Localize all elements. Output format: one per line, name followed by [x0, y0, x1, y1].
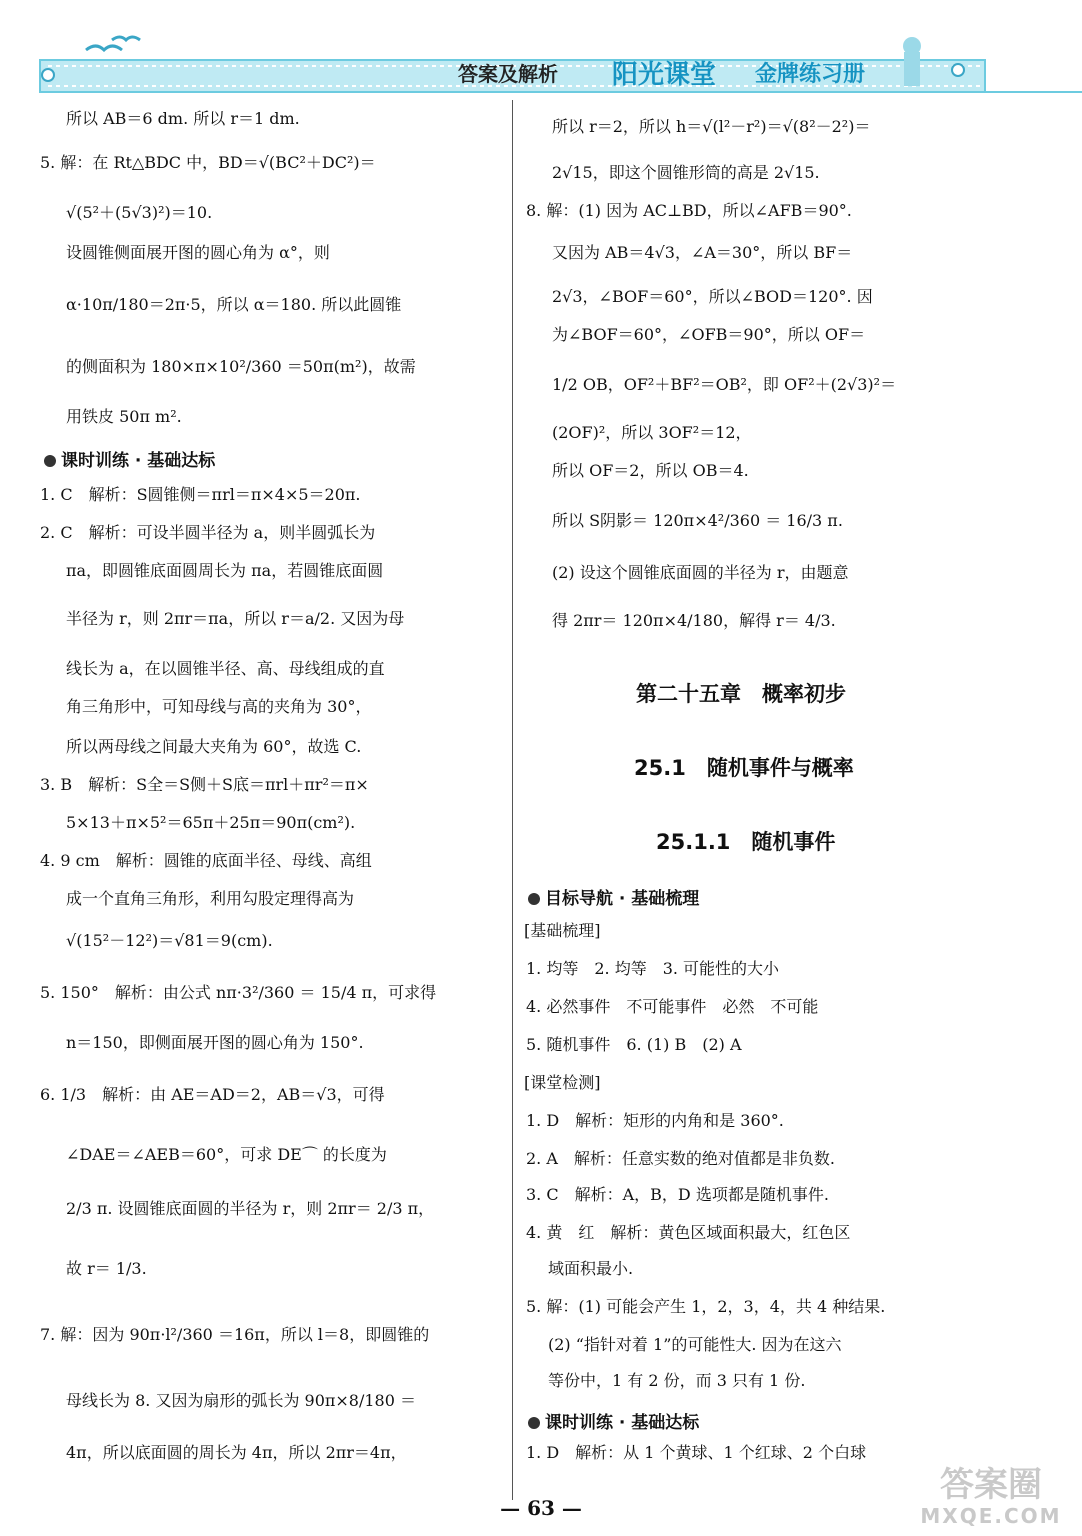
left-line: 的侧面积为 180×π×10²/360 ＝50π(m²)，故需 [66, 357, 416, 376]
watermark [906, 1466, 1076, 1532]
right-line: 所以 OF＝2，所以 OB＝4. [552, 461, 749, 480]
page-header [0, 0, 1082, 100]
header-answer-label: 答案及解析 [458, 62, 558, 86]
left-line: 所以两母线之间最大夹角为 60°，故选 C. [66, 737, 362, 756]
bullet-icon [44, 455, 56, 467]
class-line: 5. 解：(1) 可能会产生 1，2，3，4，共 4 种结果. [526, 1297, 886, 1316]
left-line: 所以 AB＝6 dm. 所以 r＝1 dm. [66, 109, 300, 128]
left-line: 3. B 解析：S全＝S侧＋S底＝πrl＋πr²＝π× [40, 775, 369, 794]
class-line: 等份中，1 有 2 份，而 3 只有 1 份. [548, 1371, 806, 1390]
page-number: — 63 — [500, 1496, 582, 1520]
left-line: α·10π/180＝2π·5，所以 α＝180. 所以此圆锥 [66, 295, 402, 314]
class-line: 域面积最小. [548, 1259, 634, 1278]
right-line: 所以 S阴影＝ 120π×4²/360 ＝ 16/3 π. [552, 511, 843, 530]
watermark-bottom: MXQE.COM [920, 1504, 1062, 1528]
basic-title: [基础梳理] [524, 921, 601, 940]
left-line: ∠DAE＝∠AEB＝60°，可求 DE⌒ 的长度为 [66, 1145, 387, 1164]
left-line: 故 r＝ 1/3. [66, 1259, 147, 1278]
right-last-line: 1. D 解析：从 1 个黄球、1 个红球、2 个白球 [526, 1443, 867, 1462]
left-line: 半径为 r，则 2πr＝πa，所以 r＝a/2. 又因为母 [66, 609, 405, 628]
left-line: 母线长为 8. 又因为扇形的弧长为 90π×8/180 ＝ [66, 1391, 417, 1410]
right-line: (2) 设这个圆锥底面圆的半径为 r，由题意 [552, 563, 849, 582]
left-line: πa，即圆锥底面圆周长为 πa，若圆锥底面圆 [66, 561, 384, 580]
subsection-title: 25.1.1 随机事件 [656, 830, 836, 854]
left-line: 线长为 a，在以圆锥半径、高、母线组成的直 [66, 659, 385, 678]
section-title: 25.1 随机事件与概率 [634, 756, 854, 780]
right-line: 为∠BOF＝60°，∠OFB＝90°，所以 OF＝ [552, 325, 866, 344]
left-line: 5. 解：在 Rt△BDC 中，BD＝√(BC²＋DC²)＝ [40, 153, 376, 172]
bullet-icon [528, 1417, 540, 1429]
left-line: 4π，所以底面圆的周长为 4π，所以 2πr＝4π， [66, 1443, 407, 1462]
left-line: 5. 150° 解析：由公式 nπ·3²/360 ＝ 15/4 π，可求得 [40, 983, 437, 1002]
left-line: 4. 9 cm 解析：圆锥的底面半径、母线、高组 [40, 851, 372, 870]
left-line: 2/3 π. 设圆锥底面圆的半径为 r，则 2πr＝ 2/3 π， [66, 1199, 435, 1218]
left-line: 7. 解：因为 90π·l²/360 ＝16π，所以 l＝8，即圆锥的 [40, 1325, 430, 1344]
section-heading-goal: 目标导航 · 基础梳理 [528, 884, 699, 909]
left-line: 6. 1/3 解析：由 AE＝AD＝2，AB＝√3，可得 [40, 1085, 385, 1104]
header-brand: 阳光课堂 [612, 60, 717, 90]
basic-line: 1. 均等 2. 均等 3. 可能性的大小 [526, 959, 780, 978]
chapter-title: 第二十五章 概率初步 [636, 682, 846, 706]
left-line: n＝150，即侧面展开图的圆心角为 150°. [66, 1033, 364, 1052]
class-line: 1. D 解析：矩形的内角和是 360°. [526, 1111, 784, 1130]
right-line: 2√3，∠BOF＝60°，所以∠BOD＝120°. 因 [552, 287, 873, 306]
class-line: 4. 黄 红 解析：黄色区域面积最大，红色区 [526, 1223, 851, 1242]
bullet-icon [528, 893, 540, 905]
left-line: 2. C 解析：可设半圆半径为 a，则半圆弧长为 [40, 523, 376, 542]
left-line: 1. C 解析：S圆锥侧＝πrl＝π×4×5＝20π. [40, 485, 361, 504]
column-divider [512, 100, 513, 1500]
left-line: 成一个直角三角形，利用勾股定理得高为 [66, 889, 355, 908]
left-line: 角三角形中，可知母线与高的夹角为 30°， [66, 697, 372, 716]
section-heading-training-2: 课时训练 · 基础达标 [528, 1408, 699, 1433]
left-line: 设圆锥侧面展开图的圆心角为 α°，则 [66, 243, 330, 262]
right-line: (2OF)²，所以 3OF²＝12， [552, 423, 752, 442]
left-line: 用铁皮 50π m². [66, 407, 182, 426]
header-subtitle: 金牌练习册 [755, 62, 866, 87]
left-line: √(5²＋(5√3)²)＝10. [66, 203, 213, 222]
class-line: (2) “指针对着 1”的可能性大. 因为在这六 [548, 1335, 842, 1354]
left-line: 5×13＋π×5²＝65π＋25π＝90π(cm²). [66, 813, 356, 832]
basic-line: 4. 必然事件 不可能事件 必然 不可能 [526, 997, 819, 1016]
class-title: [课堂检测] [524, 1073, 601, 1092]
watermark-top: 答案圈 [940, 1465, 1042, 1505]
basic-line: 5. 随机事件 6. (1) B (2) A [526, 1035, 742, 1054]
section-heading-training: 课时训练 · 基础达标 [44, 446, 215, 471]
right-line: 1/2 OB，OF²＋BF²＝OB²，即 OF²＋(2√3)²＝ [552, 375, 897, 394]
right-line: 又因为 AB＝4√3，∠A＝30°，所以 BF＝ [552, 243, 853, 262]
right-line: 2√15，即这个圆锥形筒的高是 2√15. [552, 163, 820, 182]
right-line: 8. 解：(1) 因为 AC⊥BD，所以∠AFB＝90°. [526, 201, 852, 220]
left-line: √(15²－12²)＝√81＝9(cm). [66, 931, 273, 950]
class-line: 2. A 解析：任意实数的绝对值都是非负数. [526, 1149, 835, 1168]
right-line: 得 2πr＝ 120π×4/180，解得 r＝ 4/3. [552, 611, 836, 630]
class-line: 3. C 解析：A，B，D 选项都是随机事件. [526, 1185, 829, 1204]
right-line: 所以 r＝2，所以 h＝√(l²－r²)＝√(8²－2²)＝ [552, 117, 871, 136]
